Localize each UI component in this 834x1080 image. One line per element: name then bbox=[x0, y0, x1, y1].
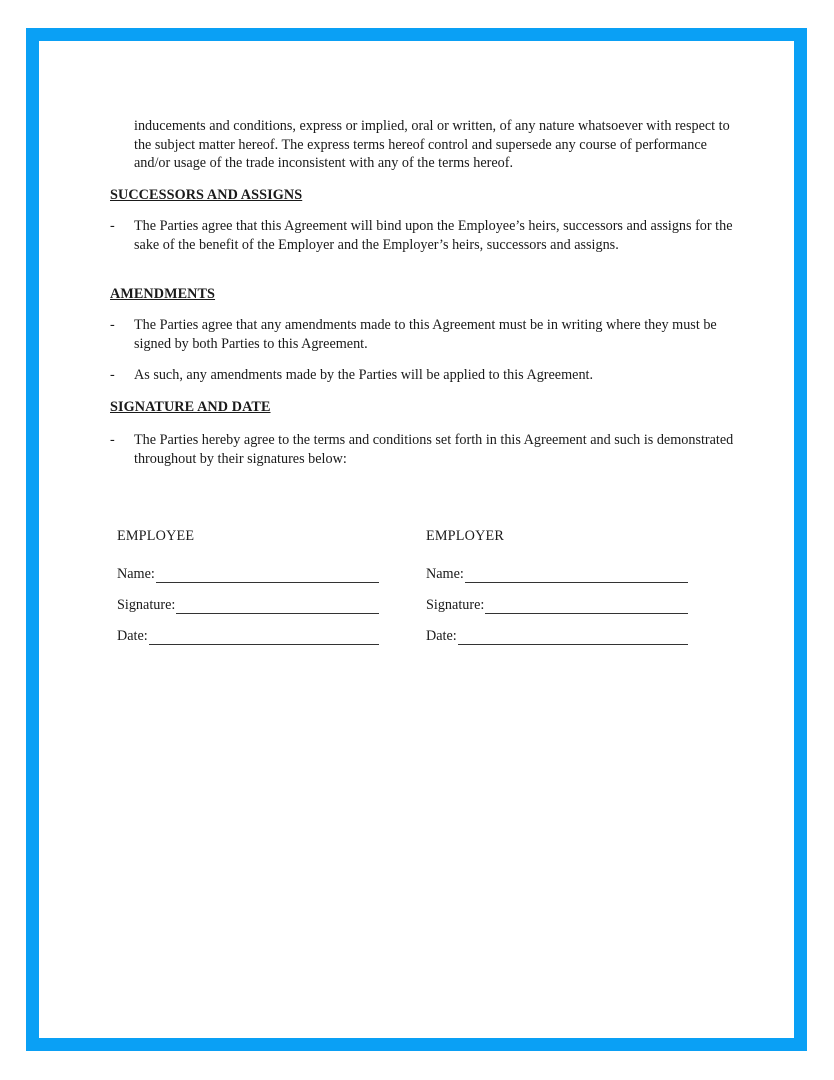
employer-name-blank[interactable] bbox=[465, 567, 688, 583]
employer-name-label: Name: bbox=[426, 565, 464, 582]
employee-signature-label: Signature: bbox=[117, 596, 176, 613]
employee-signature-line[interactable] bbox=[117, 594, 379, 614]
bullet-marker: - bbox=[110, 432, 115, 448]
employer-date-blank[interactable] bbox=[458, 629, 688, 645]
bullet-marker: - bbox=[110, 367, 115, 383]
bullet-text: The Parties hereby agree to the terms and conditions set forth in this Agreement and such is demonstrated throughout by their signatures below: bbox=[134, 432, 734, 467]
continuation-paragraph: inducements and conditions, express or implied, oral or written, of any nature whatsoever with respect to the subject matter hereof. The express terms hereof control and supersede any course of performance and/or usage of the trade inconsistent with any of the terms hereof. bbox=[134, 118, 730, 171]
bullet-text: The Parties agree that this Agreement will bind upon the Employee’s heirs, successors and assigns for the sake of the benefit of the Employer and the Employer’s heirs, successors and assigns. bbox=[134, 218, 733, 253]
employee-date-label: Date: bbox=[117, 627, 148, 644]
employee-name-line[interactable] bbox=[117, 563, 379, 583]
bullet-text: The Parties agree that any amendments made to this Agreement must be in writing where they must be signed by both Parties to this Agreement. bbox=[134, 317, 717, 352]
employee-date-blank[interactable] bbox=[149, 629, 379, 645]
bullet-marker: - bbox=[110, 218, 115, 234]
employer-date-line[interactable] bbox=[426, 625, 688, 645]
page-frame bbox=[26, 28, 807, 1051]
employer-title: EMPLOYER bbox=[426, 528, 505, 544]
heading-amendments: AMENDMENTS bbox=[110, 286, 216, 302]
employer-date-label: Date: bbox=[426, 627, 457, 644]
employee-name-label: Name: bbox=[117, 565, 155, 582]
employer-name-line[interactable] bbox=[426, 563, 688, 583]
heading-signature-and-date: SIGNATURE AND DATE bbox=[110, 399, 271, 415]
heading-successors-and-assigns: SUCCESSORS AND ASSIGNS bbox=[110, 187, 303, 203]
employee-name-blank[interactable] bbox=[156, 567, 379, 583]
employer-signature-label: Signature: bbox=[426, 596, 485, 613]
bullet-marker: - bbox=[110, 317, 115, 333]
employee-date-line[interactable] bbox=[117, 625, 379, 645]
document-page bbox=[39, 41, 794, 1038]
bullet-text: As such, any amendments made by the Parties will be applied to this Agreement. bbox=[134, 367, 594, 383]
employee-signature-blank[interactable] bbox=[176, 598, 379, 614]
employer-signature-blank[interactable] bbox=[485, 598, 688, 614]
employer-signature-line[interactable] bbox=[426, 594, 688, 614]
employee-title: EMPLOYEE bbox=[117, 528, 195, 544]
